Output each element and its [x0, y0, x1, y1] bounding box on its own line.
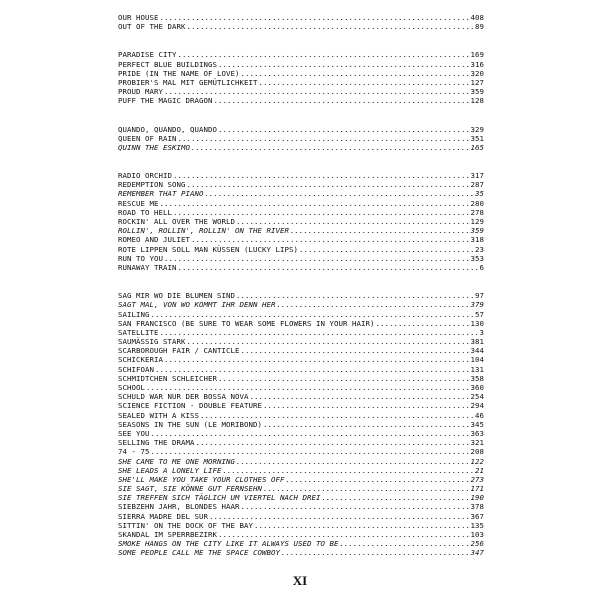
page-reference: 287: [470, 180, 484, 190]
dot-leader: [160, 328, 479, 337]
song-title: SELLING THE DRAMA: [118, 438, 195, 448]
index-entry: [118, 337, 484, 346]
dot-leader: [218, 60, 470, 69]
dot-leader: [160, 13, 470, 22]
index-entry: [118, 13, 484, 22]
index-entry: [118, 60, 484, 69]
page-reference: 329: [470, 124, 484, 134]
song-title: PROBIER'S MAL MIT GEMÜTLICHKEIT: [118, 77, 258, 87]
dot-leader: [151, 447, 470, 456]
page-reference: 165: [470, 142, 484, 152]
song-title: SKANDAL IM SPERRBEZIRK: [118, 530, 217, 539]
dot-leader: [187, 22, 475, 31]
index-entry: [118, 96, 484, 105]
page-reference: 35: [475, 189, 484, 199]
dot-leader: [178, 50, 470, 59]
page-reference: 23: [475, 244, 484, 254]
index-letter-group: [118, 125, 484, 153]
song-title: SAUMÄSSIG STARK: [118, 337, 186, 347]
index-letter-group: [118, 291, 484, 557]
dot-leader: [146, 383, 470, 392]
page-reference: 97: [475, 291, 484, 301]
dot-leader: [241, 502, 470, 511]
song-title: RUN TO YOU: [118, 253, 163, 263]
dot-leader: [290, 226, 470, 235]
song-index-list: [118, 13, 484, 558]
dot-leader: [236, 217, 470, 226]
page-reference: 318: [470, 235, 484, 245]
index-entry: [118, 180, 484, 189]
song-title: SAN FRANCISCO (BE SURE TO WEAR SOME FLOWERS IN YOUR HAIR): [118, 318, 375, 328]
page-reference: 46: [475, 410, 484, 420]
song-title: SOME PEOPLE CALL ME THE SPACE COWBOY: [118, 548, 280, 558]
index-entry: [118, 245, 484, 254]
page-reference: 378: [470, 502, 484, 512]
dot-leader: [321, 493, 469, 502]
index-entry: [118, 125, 484, 134]
song-title: SHE CAME TO ME ONE MORNING: [118, 456, 235, 466]
song-title: SCHICKERIA: [118, 355, 163, 365]
index-letter-group: [118, 50, 484, 105]
song-title: SITTIN' ON THE DOCK OF THE BAY: [118, 520, 253, 530]
dot-leader: [173, 171, 470, 180]
page-reference: 358: [470, 373, 484, 383]
page-reference: 278: [470, 207, 484, 217]
index-entry: [118, 502, 484, 511]
dot-leader: [263, 401, 470, 410]
page-number-footer: XI: [292, 573, 308, 588]
index-entry: [118, 539, 484, 548]
index-entry: [118, 374, 484, 383]
song-title: QUINN THE ESKIMO: [118, 142, 190, 152]
index-entry: [118, 548, 484, 557]
dot-leader: [218, 530, 470, 539]
page-reference: 408: [470, 13, 484, 22]
page-reference: 103: [470, 530, 484, 539]
song-title: PROUD MARY: [118, 87, 163, 97]
dot-leader: [187, 337, 470, 346]
page-reference: 320: [470, 68, 484, 78]
song-title: QUANDO, QUANDO, QUANDO: [118, 124, 217, 134]
dot-leader: [164, 254, 470, 263]
page-reference: 367: [470, 511, 484, 521]
song-title: SCARBOROUGH FAIR / CANTICLE: [118, 346, 240, 356]
song-title: OUR HOUSE: [118, 13, 159, 22]
page-reference: 316: [470, 59, 484, 69]
dot-leader: [196, 438, 470, 447]
index-entry: [118, 310, 484, 319]
dot-leader: [236, 291, 474, 300]
index-entry: [118, 291, 484, 300]
index-entry: [118, 300, 484, 309]
page-reference: 353: [470, 253, 484, 263]
song-title: SAGT MAL, VON WO KOMMT IHR DENN HER: [118, 300, 276, 310]
index-entry: [118, 420, 484, 429]
song-title: REMEMBER THAT PIANO: [118, 189, 204, 199]
song-title: SCHMIDTCHEN SCHLEICHER: [118, 373, 217, 383]
dot-leader: [209, 512, 470, 521]
page-reference: 359: [470, 87, 484, 97]
page-reference: 3: [479, 327, 484, 337]
dot-leader: [164, 87, 470, 96]
dot-leader: [191, 143, 470, 152]
index-entry: [118, 189, 484, 198]
song-title: 74 - 75: [118, 447, 150, 457]
index-entry: [118, 411, 484, 420]
index-entry: [118, 134, 484, 143]
song-title: PRIDE (IN THE NAME OF LOVE): [118, 68, 240, 78]
index-entry: [118, 438, 484, 447]
page-reference: 381: [470, 337, 484, 347]
page-reference: 256: [470, 539, 484, 549]
index-entry: [118, 447, 484, 456]
page-reference: 57: [475, 309, 484, 319]
dot-leader: [250, 392, 470, 401]
dot-leader: [375, 319, 469, 328]
dot-leader: [155, 365, 470, 374]
page-reference: 360: [470, 383, 484, 392]
song-title: SCIENCE FICTION - DOUBLE FEATURE: [118, 401, 262, 411]
index-entry: [118, 319, 484, 328]
dot-leader: [223, 466, 475, 475]
index-entry: [118, 78, 484, 87]
page-reference: 89: [475, 22, 484, 32]
index-entry: [118, 457, 484, 466]
dot-leader: [191, 235, 470, 244]
index-entry: [118, 217, 484, 226]
song-title: SIE SAGT, SIE KÖNNE GUT FERNSEHN: [118, 484, 262, 494]
dot-leader: [254, 521, 470, 530]
dot-leader: [164, 355, 470, 364]
song-title: ROLLIN', ROLLIN', ROLLIN' ON THE RIVER: [118, 226, 289, 236]
dot-leader: [178, 263, 479, 272]
index-entry: [118, 171, 484, 180]
dot-leader: [339, 539, 469, 548]
page-reference: 122: [470, 456, 484, 466]
index-entry: [118, 328, 484, 337]
page-reference: 379: [470, 300, 484, 310]
song-title: SEASONS IN THE SUN (LE MORIBOND): [118, 419, 262, 429]
page-reference: 280: [470, 198, 484, 208]
song-title: SHE LEADS A LONELY LIFE: [118, 465, 222, 475]
index-entry: [118, 466, 484, 475]
page-reference: 363: [470, 428, 484, 438]
dot-leader: [218, 374, 470, 383]
page-reference: 131: [470, 364, 484, 374]
page-reference: 273: [470, 474, 484, 484]
page-reference: 254: [470, 392, 484, 402]
song-title: PERFECT BLUE BUILDINGS: [118, 59, 217, 69]
song-title: PUFF THE MAGIC DRAGON: [118, 96, 213, 106]
song-title: ROCKIN' ALL OVER THE WORLD: [118, 217, 235, 226]
song-title: SHE'LL MAKE YOU TAKE YOUR CLOTHES OFF: [118, 474, 285, 484]
index-entry: [118, 208, 484, 217]
song-title: RADIO ORCHID: [118, 171, 172, 181]
song-title: SAILING: [118, 309, 150, 319]
dot-leader: [214, 96, 470, 105]
dot-leader: [299, 245, 474, 254]
index-entry: [118, 355, 484, 364]
page-reference: 321: [470, 438, 484, 448]
index-entry: [118, 346, 484, 355]
index-entry: [118, 475, 484, 484]
dot-leader: [281, 548, 470, 557]
dot-leader: [205, 189, 475, 198]
page-reference: 130: [470, 318, 484, 328]
dot-leader: [241, 346, 470, 355]
index-entry: [118, 429, 484, 438]
page-reference: 345: [470, 419, 484, 429]
page-reference: 135: [470, 520, 484, 530]
song-title: SATELLITE: [118, 327, 159, 337]
song-title: REDEMPTION SONG: [118, 180, 186, 190]
dot-leader: [151, 429, 470, 438]
song-title: ROAD TO HELL: [118, 207, 172, 217]
dot-leader: [236, 457, 470, 466]
index-entry: [118, 87, 484, 96]
page-reference: 128: [470, 96, 484, 106]
song-title: SAG MIR WO DIE BLUMEN SIND: [118, 291, 235, 301]
page-reference: 344: [470, 346, 484, 356]
index-entry: [118, 69, 484, 78]
page-reference: 104: [470, 355, 484, 365]
page-reference: 190: [470, 493, 484, 503]
index-entry: [118, 22, 484, 31]
dot-leader: [200, 411, 474, 420]
song-title: SIEBZEHN JAHR, BLONDES HAAR: [118, 502, 240, 512]
dot-leader: [187, 180, 470, 189]
page-reference: 171: [470, 484, 484, 494]
song-title: SCHULD WAR NUR DER BOSSA NOVA: [118, 392, 249, 402]
page-reference: 351: [470, 133, 484, 143]
dot-leader: [151, 310, 475, 319]
index-entry: [118, 254, 484, 263]
song-title: OUT OF THE DARK: [118, 22, 186, 32]
index-entry: [118, 199, 484, 208]
index-entry: [118, 235, 484, 244]
dot-leader: [218, 125, 470, 134]
page-reference: 347: [470, 548, 484, 558]
dot-leader: [276, 300, 469, 309]
index-entry: [118, 401, 484, 410]
index-letter-group: [118, 13, 484, 31]
index-entry: [118, 512, 484, 521]
index-entry: [118, 484, 484, 493]
song-title: SMOKE HANGS ON THE CITY LIKE IT ALWAYS USED TO BE: [118, 539, 339, 549]
index-entry: [118, 530, 484, 539]
page-reference: 208: [470, 447, 484, 457]
song-title: RESCUE ME: [118, 198, 159, 208]
dot-leader: [263, 484, 470, 493]
dot-leader: [173, 208, 470, 217]
song-title: ROTE LIPPEN SOLL MAN KÜSSEN (LUCKY LIPS): [118, 244, 298, 254]
song-title: RUNAWAY TRAIN: [118, 262, 177, 272]
index-entry: [118, 50, 484, 59]
song-title: ROMEO AND JULIET: [118, 235, 190, 245]
page-reference: 169: [470, 50, 484, 60]
page-reference: 21: [475, 465, 484, 475]
dot-leader: [178, 134, 470, 143]
dot-leader: [241, 69, 470, 78]
page-reference: 129: [470, 217, 484, 226]
song-title: SEALED WITH A KISS: [118, 410, 199, 420]
index-entry: [118, 263, 484, 272]
song-title: SEE YOU: [118, 428, 150, 438]
song-title: PARADISE CITY: [118, 50, 177, 60]
page-reference: 294: [470, 401, 484, 411]
dot-leader: [263, 420, 470, 429]
song-title: SCHOOL: [118, 383, 145, 392]
song-title: SIE TREFFEN SICH TÄGLICH UM VIERTEL NACH DREI: [118, 493, 321, 503]
page-reference: 127: [470, 77, 484, 87]
song-title: SCHIFOAN: [118, 364, 154, 374]
index-letter-group: [118, 171, 484, 272]
index-entry: [118, 143, 484, 152]
dot-leader: [259, 78, 470, 87]
dot-leader: [285, 475, 469, 484]
index-entry: [118, 521, 484, 530]
index-entry: [118, 383, 484, 392]
page-reference: 6: [479, 262, 484, 272]
index-entry: [118, 226, 484, 235]
page-reference: 359: [470, 226, 484, 236]
index-entry: [118, 365, 484, 374]
song-title: QUEEN OF RAIN: [118, 133, 177, 143]
song-title: SIERRA MADRE DEL SUR: [118, 511, 208, 521]
index-entry: [118, 493, 484, 502]
page-reference: 317: [470, 171, 484, 181]
dot-leader: [160, 199, 470, 208]
index-entry: [118, 392, 484, 401]
